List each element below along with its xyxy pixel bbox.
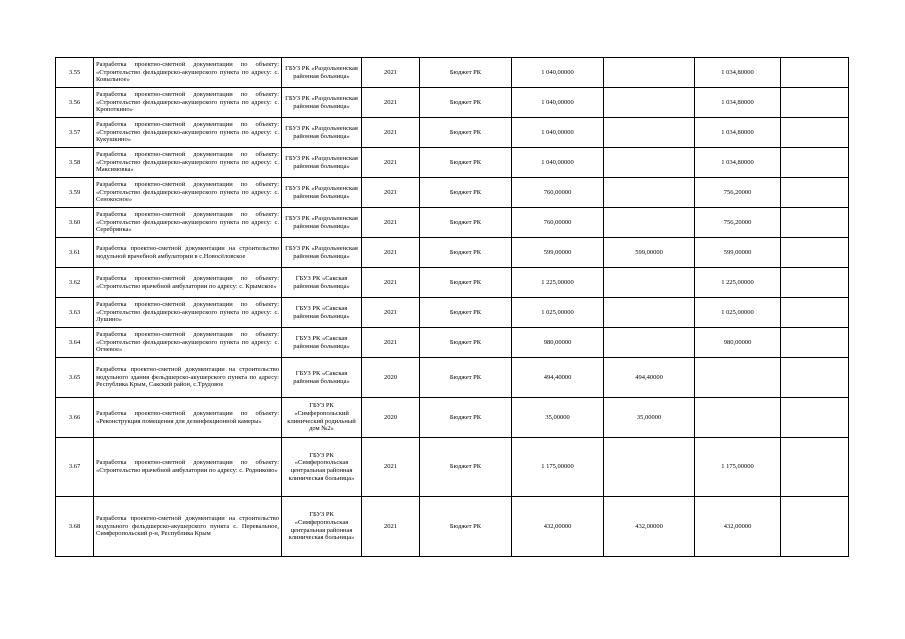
year-cell: 2021 bbox=[362, 328, 420, 358]
amount-column-7-cell: 35,00000 bbox=[604, 398, 695, 438]
organization-cell: ГБУЗ РК «Сакская районная больница» bbox=[282, 268, 362, 298]
amount-total-cell: 1 175,00000 bbox=[512, 438, 604, 497]
amount-column-9-cell bbox=[781, 497, 849, 557]
organization-cell: ГБУЗ РК «Сакская районная больница» bbox=[282, 298, 362, 328]
row-number-cell: 3.63 bbox=[56, 298, 94, 328]
funding-source-cell: Бюджет РК bbox=[420, 238, 512, 268]
table-row bbox=[56, 268, 849, 298]
amount-total-cell: 35,00000 bbox=[512, 398, 604, 438]
amount-column-9-cell bbox=[781, 268, 849, 298]
row-number-cell: 3.62 bbox=[56, 268, 94, 298]
funding-source-cell: Бюджет РК bbox=[420, 178, 512, 208]
work-description-cell: Разработка проектно-сметной документации по объекту: «Строительство врачебной амбулатории по адресу: с. Родниково» bbox=[94, 438, 282, 497]
funding-source-cell: Бюджет РК bbox=[420, 58, 512, 88]
row-number-cell: 3.58 bbox=[56, 148, 94, 178]
organization-cell: ГБУЗ РК «Раздольненская районная больница» bbox=[282, 88, 362, 118]
row-number-cell: 3.59 bbox=[56, 178, 94, 208]
amount-total-cell: 1 040,00000 bbox=[512, 58, 604, 88]
work-description-cell: Разработка проектно-сметной документации по объекту: «Строительство фельдшерско-акушерского пункта по адресу: с. Ковыльное» bbox=[94, 58, 282, 88]
funding-source-cell: Бюджет РК bbox=[420, 358, 512, 398]
row-number-cell: 3.65 bbox=[56, 358, 94, 398]
amount-total-cell: 599,00000 bbox=[512, 238, 604, 268]
row-number-cell: 3.67 bbox=[56, 438, 94, 497]
amount-column-9-cell bbox=[781, 58, 849, 88]
year-cell: 2021 bbox=[362, 268, 420, 298]
amount-total-cell: 980,00000 bbox=[512, 328, 604, 358]
funding-source-cell: Бюджет РК bbox=[420, 88, 512, 118]
row-number-cell: 3.60 bbox=[56, 208, 94, 238]
funding-source-cell: Бюджет РК bbox=[420, 118, 512, 148]
year-cell: 2021 bbox=[362, 58, 420, 88]
table-row bbox=[56, 58, 849, 88]
amount-column-9-cell bbox=[781, 398, 849, 438]
row-number-cell: 3.64 bbox=[56, 328, 94, 358]
funding-source-cell: Бюджет РК bbox=[420, 497, 512, 557]
amount-column-7-cell: 494,40000 bbox=[604, 358, 695, 398]
work-description-cell: Разработка проектно-сметной документации на строительство модульного фельдшерско-акушерского пункта с. Перевальное, Симферопольский р-н, Республика Крым bbox=[94, 497, 282, 557]
year-cell: 2021 bbox=[362, 178, 420, 208]
table-body bbox=[56, 58, 849, 557]
year-cell: 2021 bbox=[362, 208, 420, 238]
amount-column-7-cell bbox=[604, 178, 695, 208]
amount-column-8-cell: 599,00000 bbox=[695, 238, 781, 268]
organization-cell: ГБУЗ РК «Сакская районная больница» bbox=[282, 328, 362, 358]
work-description-cell: Разработка проектно-сметной документации по объекту: «Строительство фельдшерско-акушерского пункта по адресу: с. Максимовка» bbox=[94, 148, 282, 178]
year-cell: 2021 bbox=[362, 88, 420, 118]
row-number-cell: 3.56 bbox=[56, 88, 94, 118]
budget-table bbox=[55, 57, 849, 557]
amount-total-cell: 1 040,00000 bbox=[512, 148, 604, 178]
funding-source-cell: Бюджет РК bbox=[420, 208, 512, 238]
amount-column-7-cell bbox=[604, 148, 695, 178]
amount-total-cell: 760,00000 bbox=[512, 178, 604, 208]
amount-column-8-cell bbox=[695, 398, 781, 438]
year-cell: 2020 bbox=[362, 358, 420, 398]
work-description-cell: Разработка проектно-сметной документации по объекту: «Строительство фельдшерско-акушерского пункта по адресу: с. Кропоткино» bbox=[94, 88, 282, 118]
funding-source-cell: Бюджет РК bbox=[420, 438, 512, 497]
amount-column-7-cell bbox=[604, 118, 695, 148]
amount-column-8-cell: 756,20000 bbox=[695, 208, 781, 238]
amount-column-7-cell bbox=[604, 328, 695, 358]
row-number-cell: 3.68 bbox=[56, 497, 94, 557]
amount-column-9-cell bbox=[781, 358, 849, 398]
row-number-cell: 3.55 bbox=[56, 58, 94, 88]
year-cell: 2020 bbox=[362, 398, 420, 438]
amount-column-7-cell bbox=[604, 88, 695, 118]
amount-column-8-cell: 980,00000 bbox=[695, 328, 781, 358]
organization-cell: ГБУЗ РК «Раздольненская районная больница» bbox=[282, 148, 362, 178]
amount-total-cell: 432,00000 bbox=[512, 497, 604, 557]
amount-column-9-cell bbox=[781, 238, 849, 268]
table-row bbox=[56, 328, 849, 358]
amount-column-8-cell: 1 034,80000 bbox=[695, 58, 781, 88]
table-row bbox=[56, 118, 849, 148]
amount-column-8-cell: 1 034,80000 bbox=[695, 148, 781, 178]
year-cell: 2021 bbox=[362, 497, 420, 557]
table-row bbox=[56, 178, 849, 208]
table-row bbox=[56, 398, 849, 438]
funding-source-cell: Бюджет РК bbox=[420, 268, 512, 298]
table-row bbox=[56, 438, 849, 497]
year-cell: 2021 bbox=[362, 438, 420, 497]
year-cell: 2021 bbox=[362, 238, 420, 268]
amount-column-8-cell bbox=[695, 358, 781, 398]
row-number-cell: 3.66 bbox=[56, 398, 94, 438]
amount-column-9-cell bbox=[781, 298, 849, 328]
amount-column-9-cell bbox=[781, 438, 849, 497]
organization-cell: ГБУЗ РК «Симферопольская центральная районная клиническая больница» bbox=[282, 497, 362, 557]
organization-cell: ГБУЗ РК «Раздольненская районная больница» bbox=[282, 208, 362, 238]
funding-source-cell: Бюджет РК bbox=[420, 398, 512, 438]
organization-cell: ГБУЗ РК «Раздольненская районная больница» bbox=[282, 58, 362, 88]
organization-cell: ГБУЗ РК «Раздольненская районная больница» bbox=[282, 118, 362, 148]
table-row bbox=[56, 358, 849, 398]
amount-total-cell: 760,00000 bbox=[512, 208, 604, 238]
table-row bbox=[56, 497, 849, 557]
amount-column-8-cell: 1 034,80000 bbox=[695, 88, 781, 118]
organization-cell: ГБУЗ РК «Симферопольский клинический родильный дом №2» bbox=[282, 398, 362, 438]
work-description-cell: Разработка проектно-сметной документации на строительство модульного здания фельдшерско-акушерского пункта по адресу: Республика Крым, Сакский район, с.Трудовое bbox=[94, 358, 282, 398]
amount-column-9-cell bbox=[781, 88, 849, 118]
organization-cell: ГБУЗ РК «Раздольненская районная больница» bbox=[282, 238, 362, 268]
amount-column-9-cell bbox=[781, 118, 849, 148]
work-description-cell: Разработка проектно-сметной документации по объекту: «Строительство фельдшерско-акушерского пункта по адресу: с. Серебрянка» bbox=[94, 208, 282, 238]
work-description-cell: Разработка проектно-сметной документации по объекту: «Реконструкция помещения для дезинфекционной камеры» bbox=[94, 398, 282, 438]
amount-column-8-cell: 1 025,00000 bbox=[695, 298, 781, 328]
funding-source-cell: Бюджет РК bbox=[420, 298, 512, 328]
work-description-cell: Разработка проектно-сметной документации по объекту: «Строительство фельдшерско-акушерского пункта по адресу: с. Кукушкино» bbox=[94, 118, 282, 148]
amount-column-7-cell bbox=[604, 438, 695, 497]
amount-column-8-cell: 1 175,00000 bbox=[695, 438, 781, 497]
organization-cell: ГБУЗ РК «Раздольненская районная больница» bbox=[282, 178, 362, 208]
amount-column-8-cell: 1 225,00000 bbox=[695, 268, 781, 298]
table-row bbox=[56, 88, 849, 118]
amount-total-cell: 1 040,00000 bbox=[512, 118, 604, 148]
amount-column-7-cell bbox=[604, 58, 695, 88]
amount-column-8-cell: 1 034,80000 bbox=[695, 118, 781, 148]
year-cell: 2021 bbox=[362, 148, 420, 178]
amount-column-9-cell bbox=[781, 178, 849, 208]
work-description-cell: Разработка проектно-сметной документации по объекту: «Строительство фельдшерско-акушерского пункта по адресу: с. Лушино» bbox=[94, 298, 282, 328]
amount-column-9-cell bbox=[781, 148, 849, 178]
work-description-cell: Разработка проектно-сметной документации по объекту: «Строительство фельдшерско-акушерского пункта по адресу: с. Сенокосное» bbox=[94, 178, 282, 208]
table-row bbox=[56, 148, 849, 178]
amount-column-9-cell bbox=[781, 328, 849, 358]
amount-column-7-cell bbox=[604, 268, 695, 298]
funding-source-cell: Бюджет РК bbox=[420, 148, 512, 178]
year-cell: 2021 bbox=[362, 298, 420, 328]
organization-cell: ГБУЗ РК «Симферопольская центральная районная клиническая больница» bbox=[282, 438, 362, 497]
amount-column-7-cell bbox=[604, 298, 695, 328]
amount-total-cell: 1 225,00000 bbox=[512, 268, 604, 298]
amount-column-9-cell bbox=[781, 208, 849, 238]
table-row bbox=[56, 208, 849, 238]
amount-total-cell: 1 025,00000 bbox=[512, 298, 604, 328]
work-description-cell: Разработка проектно-сметной документации по объекту: «Строительство фельдшерско-акушерского пункта по адресу: с. Огневое» bbox=[94, 328, 282, 358]
table-row bbox=[56, 238, 849, 268]
amount-column-7-cell: 432,00000 bbox=[604, 497, 695, 557]
work-description-cell: Разработка проектно-сметной документации по объекту: «Строительство врачебной амбулатории по адресу: с. Крымское» bbox=[94, 268, 282, 298]
amount-column-7-cell: 599,00000 bbox=[604, 238, 695, 268]
row-number-cell: 3.57 bbox=[56, 118, 94, 148]
amount-column-7-cell bbox=[604, 208, 695, 238]
organization-cell: ГБУЗ РК «Сакская районная больница» bbox=[282, 358, 362, 398]
amount-column-8-cell: 432,00000 bbox=[695, 497, 781, 557]
year-cell: 2021 bbox=[362, 118, 420, 148]
work-description-cell: Разработка проектно-сметной документации на строительство модульной врачебной амбулатории в с.Новосёловское bbox=[94, 238, 282, 268]
amount-column-8-cell: 756,20000 bbox=[695, 178, 781, 208]
amount-total-cell: 494,40000 bbox=[512, 358, 604, 398]
row-number-cell: 3.61 bbox=[56, 238, 94, 268]
amount-total-cell: 1 040,00000 bbox=[512, 88, 604, 118]
funding-source-cell: Бюджет РК bbox=[420, 328, 512, 358]
table-row bbox=[56, 298, 849, 328]
